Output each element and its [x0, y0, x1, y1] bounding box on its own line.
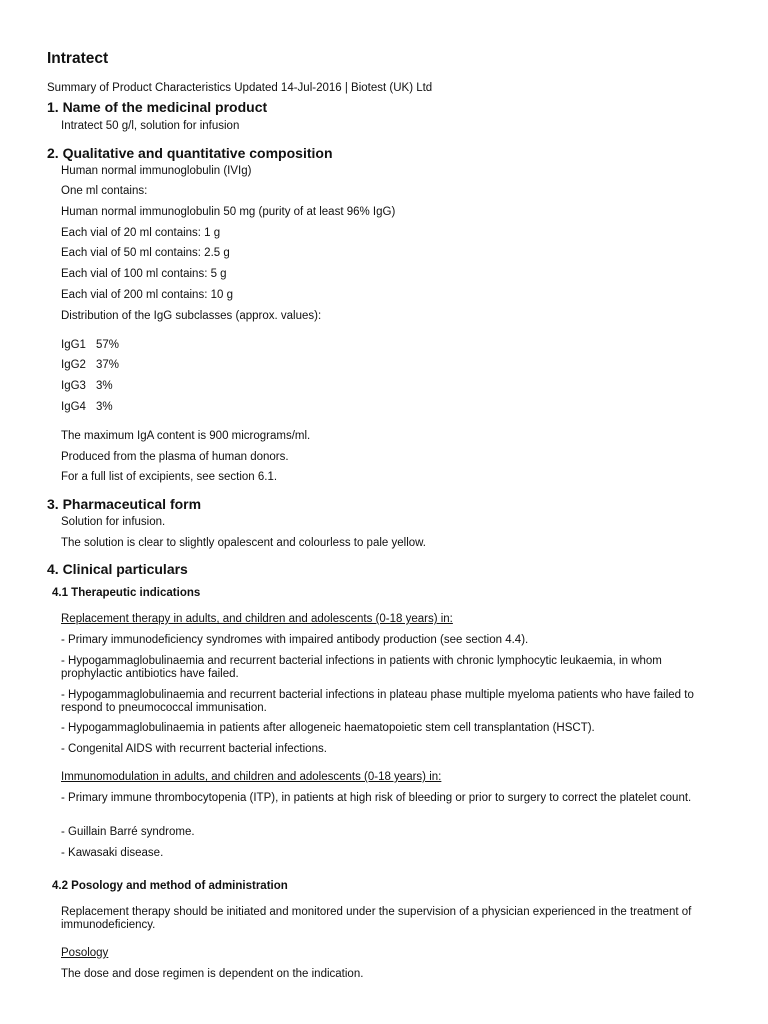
composition-note: The maximum IgA content is 900 micrograms/ml.: [61, 430, 311, 442]
igg-subclass: IgG1: [61, 339, 86, 351]
igg-row: [61, 380, 113, 392]
replacement-therapy-heading: Replacement therapy in adults, and children and adolescents (0-18 years) in:: [61, 613, 453, 625]
igg-subclass: IgG2: [61, 359, 86, 371]
igg-value: 3%: [96, 401, 113, 413]
indication-item: - Primary immune thrombocytopenia (ITP), in patients at high risk of bleeding or prior to surgery to correct the platelet count.: [61, 792, 692, 804]
document-summary: Summary of Product Characteristics Updated 14-Jul-2016 | Biotest (UK) Ltd: [47, 82, 433, 94]
indication-item: - Congenital AIDS with recurrent bacterial infections.: [61, 743, 327, 755]
product-name: Intratect 50 g/l, solution for infusion: [61, 120, 240, 132]
igg-value: 57%: [96, 339, 120, 351]
composition-line: Distribution of the IgG subclasses (approx. values):: [61, 310, 322, 322]
indication-item: - Primary immunodeficiency syndromes with impaired antibody production (see section 4.4).: [61, 634, 529, 646]
section-4-heading: 4. Clinical particulars: [47, 561, 188, 577]
composition-line: Each vial of 100 ml contains: 5 g: [61, 268, 227, 280]
igg-row: [61, 339, 119, 351]
igg-subclass: IgG3: [61, 380, 86, 392]
form-line: The solution is clear to slightly opalescent and colourless to pale yellow.: [61, 537, 427, 549]
indication-item: - Guillain Barré syndrome.: [61, 826, 195, 838]
composition-line: Each vial of 50 ml contains: 2.5 g: [61, 247, 230, 259]
indication-item: - Hypogammaglobulinaemia in patients after allogeneic haematopoietic stem cell transplantation (HSCT).: [61, 722, 595, 734]
document-title: Intratect: [47, 50, 109, 67]
composition-line: Human normal immunoglobulin (IVIg): [61, 165, 252, 177]
indication-item: - Hypogammaglobulinaemia and recurrent bacterial infections in patients with chronic lymphocytic leukaemia, in whom prophylactic antibiotics have failed.: [61, 655, 662, 680]
section-1-heading: 1. Name of the medicinal product: [47, 99, 268, 115]
composition-line: Each vial of 200 ml contains: 10 g: [61, 289, 233, 301]
composition-note: For a full list of excipients, see section 6.1.: [61, 471, 278, 483]
immunomodulation-heading: Immunomodulation in adults, and children and adolescents (0-18 years) in:: [61, 771, 442, 783]
section-2-heading: 2. Qualitative and quantitative composition: [47, 145, 333, 161]
posology-heading: Posology: [61, 947, 109, 959]
section-3-heading: 3. Pharmaceutical form: [47, 496, 202, 512]
composition-note: Produced from the plasma of human donors.: [61, 451, 289, 463]
igg-value: 37%: [96, 359, 120, 371]
indication-item: - Kawasaki disease.: [61, 847, 164, 859]
igg-value: 3%: [96, 380, 113, 392]
posology-text: The dose and dose regimen is dependent on the indication.: [61, 968, 364, 980]
form-line: Solution for infusion.: [61, 516, 166, 528]
composition-line: One ml contains:: [61, 185, 148, 197]
posology-intro: Replacement therapy should be initiated and monitored under the supervision of a physician experienced in the treatment of immunodeficiency.: [61, 906, 692, 931]
subsection-4-1-heading: 4.1 Therapeutic indications: [52, 587, 201, 599]
composition-line: Each vial of 20 ml contains: 1 g: [61, 227, 221, 239]
igg-row: [61, 359, 119, 371]
indication-item: - Hypogammaglobulinaemia and recurrent bacterial infections in plateau phase multiple myeloma patients who have failed to respond to pneumococcal immunisation.: [61, 689, 694, 714]
igg-row: [61, 401, 113, 413]
igg-subclass: IgG4: [61, 401, 86, 413]
subsection-4-2-heading: 4.2 Posology and method of administration: [52, 880, 288, 892]
composition-line: Human normal immunoglobulin 50 mg (purity of at least 96% IgG): [61, 206, 396, 218]
